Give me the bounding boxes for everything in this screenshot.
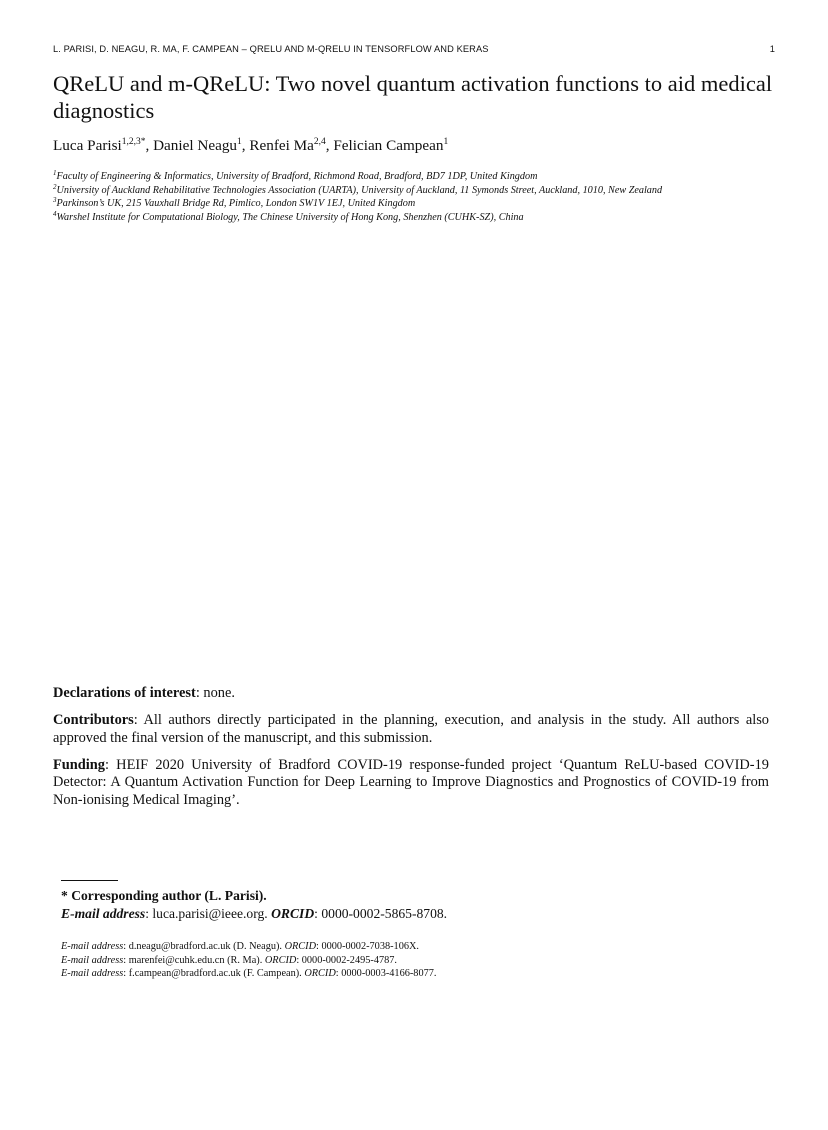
affiliation-item — [53, 184, 793, 198]
affiliation-text: Warshel Institute for Computational Biology, The Chinese University of Hong Kong, Shenzhen (CUHK‑SZ), China — [56, 211, 524, 223]
coauthor-contact-line — [61, 940, 436, 954]
author-affiliation-marks: 1,2,3* — [121, 137, 146, 147]
coauthor-orcid: : 0000-0003-4166-8077. — [335, 968, 437, 980]
author-separator: , — [145, 137, 154, 154]
coauthor-email: : d.neagu@bradford.ac.uk (D. Neagu). — [123, 941, 285, 952]
author-affiliation-marks: 2,4 — [313, 137, 326, 147]
orcid-label: ORCID — [304, 968, 336, 980]
author-affiliation-marks: 1 — [237, 137, 242, 147]
orcid-label: ORCID — [264, 954, 297, 966]
declaration-funding-label: Funding — [53, 756, 105, 773]
author-separator: , — [241, 137, 250, 154]
orcid-label: ORCID — [284, 941, 317, 952]
affiliation-item — [53, 170, 793, 184]
affiliation-number: 4 — [53, 209, 57, 218]
orcid-label: ORCID — [271, 906, 315, 921]
declaration-funding — [53, 757, 769, 810]
affiliation-number: 1 — [53, 169, 57, 177]
author-name: Renfei Ma — [249, 137, 314, 154]
running-head — [53, 44, 775, 54]
corresponding-email: : luca.parisi@ieee.org. — [145, 906, 272, 921]
author-name: Daniel Neagu — [153, 137, 238, 154]
affiliation-number: 3 — [53, 196, 57, 205]
affiliation-item — [53, 211, 793, 225]
coauthor-contacts — [61, 940, 436, 981]
declaration-interest — [53, 685, 769, 703]
affiliation-item — [53, 197, 793, 211]
affiliation-list — [53, 170, 793, 224]
coauthor-contact-line — [61, 967, 436, 981]
declaration-funding-text: : HEIF 2020 University of Bradford COVID-19 response-funded project ‘Quantum ReLU-based COVID-19 Detector: A Quantum Activation Function for Deep Learning to Improve Diagnostics and Prognostics of COVID-19 from Non-ionising Medical Imaging’. — [53, 756, 769, 808]
coauthor-orcid: : 0000-0002-2495-4787. — [296, 954, 397, 966]
declaration-interest-label: Declarations of interest — [53, 685, 196, 701]
paper-title: QReLU and m-QReLU: Two novel quantum activation functions to aid medical diagnostics — [53, 71, 773, 123]
running-head-text: L. PARISI, D. NEAGU, R. MA, F. CAMPEAN – QRELU AND M-QRELU IN TENSORFLOW AND KERAS — [53, 44, 489, 54]
declaration-contributors — [53, 712, 769, 747]
declaration-contributors-text: : All authors directly participated in the planning, execution, and analysis in the study. All authors also approved the final version of the manuscript, and this submission. — [53, 712, 769, 746]
email-label: E-mail address — [61, 906, 146, 921]
coauthor-contact-line — [61, 954, 436, 968]
corresponding-author-label: * Corresponding author (L. Parisi). — [61, 888, 267, 903]
author-name: Luca Parisi — [53, 137, 122, 154]
declaration-interest-text: : none. — [195, 685, 235, 701]
declaration-contributors-label: Contributors — [53, 712, 134, 729]
affiliation-text: University of Auckland Rehabilitative Technologies Association (UARTA), University of Auckland, 11 Symonds Street, Auckland, 1010, New Zealand — [56, 184, 663, 196]
footnote-divider — [61, 880, 118, 881]
author-name: Felician Campean — [333, 137, 444, 154]
page-number: 1 — [769, 44, 775, 54]
corresponding-orcid: : 0000-0002-5865-8708. — [314, 906, 448, 921]
author-affiliation-marks: 1 — [443, 137, 449, 147]
affiliation-text: Parkinson’s UK, 215 Vauxhall Bridge Rd, Pimlico, London SW1V 1EJ, United Kingdom — [56, 198, 416, 210]
author-separator: , — [325, 137, 334, 154]
coauthor-email: : f.campean@bradford.ac.uk (F. Campean). — [123, 968, 305, 980]
coauthor-email: : marenfei@cuhk.edu.cn (R. Ma). — [123, 954, 265, 966]
email-label: E-mail address — [61, 968, 124, 980]
affiliation-number: 2 — [53, 182, 57, 191]
email-label: E-mail address — [61, 954, 124, 966]
author-list — [53, 137, 448, 155]
email-label: E-mail address — [61, 941, 124, 952]
coauthor-orcid: : 0000-0002-7038-106X. — [316, 941, 420, 952]
affiliation-text: Faculty of Engineering & Informatics, University of Bradford, Richmond Road, Bradford, BD7 1DP, United Kingdom — [56, 171, 538, 182]
declarations-section — [53, 685, 769, 819]
corresponding-author-footnote — [61, 887, 447, 923]
